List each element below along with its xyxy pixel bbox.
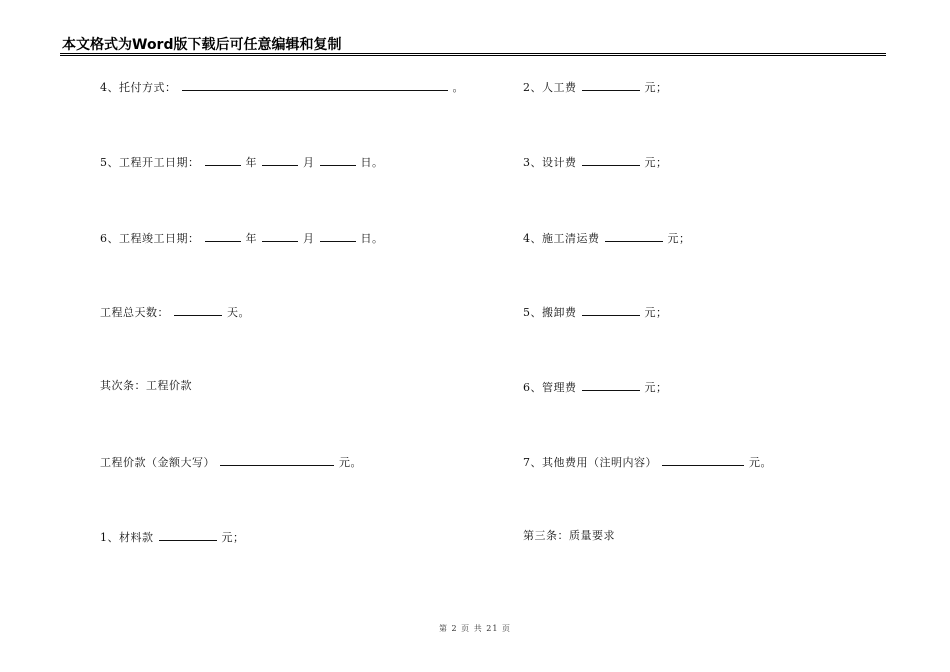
clause-start-date xyxy=(100,154,384,170)
clause-label: 6、管理费 xyxy=(523,381,577,394)
clause-label: 1、材料款 xyxy=(100,531,154,544)
blank-line[interactable] xyxy=(159,529,217,541)
blank-line[interactable] xyxy=(220,454,334,466)
section-heading: 其次条：工程价款 xyxy=(100,379,192,392)
month-label: 月 xyxy=(303,232,315,245)
clause-label: 4、托付方式： xyxy=(100,81,177,94)
blank-line[interactable] xyxy=(582,379,640,391)
clause-total-days xyxy=(100,304,250,320)
blank-month[interactable] xyxy=(262,154,298,166)
clause-payment-method xyxy=(100,79,464,95)
year-label: 年 xyxy=(245,156,257,169)
clause-label: 5、工程开工日期： xyxy=(100,156,200,169)
blank-day[interactable] xyxy=(320,154,356,166)
day-label: 日。 xyxy=(360,232,384,245)
blank-month[interactable] xyxy=(262,230,298,242)
header-rule-top xyxy=(60,53,886,54)
clause-design-cost xyxy=(523,154,668,170)
year-label: 年 xyxy=(245,232,257,245)
blank-line[interactable] xyxy=(174,304,222,316)
clause-suffix: 元。 xyxy=(339,456,362,469)
clause-label: 2、人工费 xyxy=(523,81,577,94)
header-rule-bottom xyxy=(60,55,886,56)
clause-label: 6、工程竣工日期： xyxy=(100,232,200,245)
clause-suffix: 。 xyxy=(452,81,464,94)
blank-day[interactable] xyxy=(320,230,356,242)
clause-labor-cost xyxy=(523,79,668,95)
section-heading: 第三条：质量要求 xyxy=(523,529,615,542)
blank-line[interactable] xyxy=(605,230,663,242)
clause-completion-date xyxy=(100,230,384,246)
clause-suffix: 元； xyxy=(221,531,245,544)
clause-suffix: 元。 xyxy=(749,456,772,469)
clause-price-in-words xyxy=(100,454,362,470)
clause-moving-cost xyxy=(523,304,668,320)
clause-suffix: 元； xyxy=(644,381,668,394)
section-heading-quality xyxy=(523,529,615,543)
blank-year[interactable] xyxy=(205,154,241,166)
clause-suffix: 元； xyxy=(644,156,668,169)
clause-suffix: 天。 xyxy=(227,306,250,319)
clause-label: 工程总天数： xyxy=(100,306,169,319)
document-header-title: 本文格式为Word版下载后可任意编辑和复制 xyxy=(62,37,342,53)
clause-label: 3、设计费 xyxy=(523,156,577,169)
clause-suffix: 元； xyxy=(644,81,668,94)
blank-line[interactable] xyxy=(582,154,640,166)
clause-management-cost xyxy=(523,379,668,395)
clause-label: 工程价款（金额大写） xyxy=(100,456,215,469)
page-number-footer: 第 2 页 共 21 页 xyxy=(439,624,511,633)
day-label: 日。 xyxy=(360,156,384,169)
month-label: 月 xyxy=(303,156,315,169)
clause-suffix: 元； xyxy=(644,306,668,319)
blank-line[interactable] xyxy=(582,304,640,316)
blank-year[interactable] xyxy=(205,230,241,242)
blank-line[interactable] xyxy=(182,79,448,91)
clause-suffix: 元； xyxy=(667,232,691,245)
clause-cleanup-cost xyxy=(523,230,691,246)
clause-label: 4、施工清运费 xyxy=(523,232,600,245)
section-heading-price xyxy=(100,379,192,393)
clause-material-cost xyxy=(100,529,245,545)
clause-label: 7、其他费用（注明内容） xyxy=(523,456,657,469)
blank-line[interactable] xyxy=(662,454,744,466)
blank-line[interactable] xyxy=(582,79,640,91)
clause-other-cost xyxy=(523,454,772,470)
clause-label: 5、搬卸费 xyxy=(523,306,577,319)
